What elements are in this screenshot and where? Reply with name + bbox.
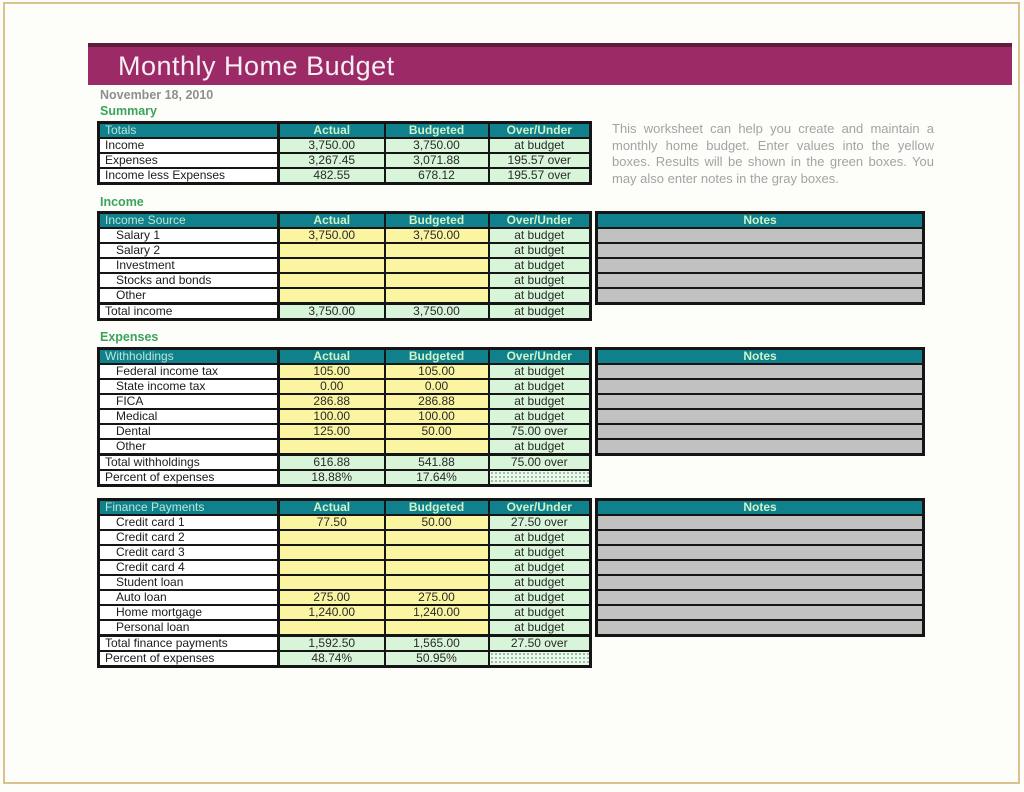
actual-cell: 1,592.50 — [279, 636, 385, 652]
date-label: November 18, 2010 — [100, 88, 214, 102]
notes-cell[interactable] — [597, 364, 924, 379]
table-row — [597, 394, 924, 409]
over-under-cell: at budget — [489, 288, 591, 304]
section-label-expenses: Expenses — [100, 330, 159, 344]
over-under-cell: at budget — [489, 243, 591, 258]
row-label-cell: Home mortgage — [99, 605, 279, 620]
table-row — [99, 651, 591, 667]
notes-cell[interactable] — [597, 424, 924, 439]
actual-cell[interactable] — [279, 575, 385, 590]
row-label-cell: Other — [99, 288, 279, 304]
table-row — [99, 439, 591, 455]
table-row — [99, 273, 591, 288]
over-under-cell: at budget — [489, 228, 591, 243]
title-bar — [88, 43, 1012, 85]
actual-cell[interactable] — [279, 288, 385, 304]
over-under-cell: 27.50 over — [489, 515, 591, 530]
actual-cell[interactable] — [279, 560, 385, 575]
over-under-cell: 75.00 over — [489, 424, 591, 439]
over-under-cell: at budget — [489, 560, 591, 575]
table-corner-header: Income Source — [99, 213, 279, 229]
over-under-column-header: Over/Under — [489, 123, 591, 139]
actual-cell[interactable] — [279, 530, 385, 545]
actual-cell: 18.88% — [279, 470, 385, 486]
notes-column-header: Notes — [597, 213, 924, 229]
budgeted-column-header: Budgeted — [385, 213, 489, 229]
row-label-cell: Medical — [99, 409, 279, 424]
table-row — [99, 605, 591, 620]
actual-cell[interactable]: 1,240.00 — [279, 605, 385, 620]
table-row — [99, 424, 591, 439]
notes-cell[interactable] — [597, 228, 924, 243]
finance-payments-table-notes — [595, 498, 925, 637]
actual-cell[interactable] — [279, 273, 385, 288]
table-row — [99, 470, 591, 486]
row-label-cell: Investment — [99, 258, 279, 273]
withholdings-table — [97, 347, 592, 487]
row-label-cell: Credit card 3 — [99, 545, 279, 560]
over-under-cell: at budget — [489, 605, 591, 620]
row-label-cell: Salary 1 — [99, 228, 279, 243]
budgeted-cell[interactable]: 100.00 — [385, 409, 489, 424]
table-row — [597, 560, 924, 575]
budgeted-cell[interactable] — [385, 560, 489, 575]
row-label-cell: Expenses — [99, 153, 279, 168]
notes-cell[interactable] — [597, 605, 924, 620]
table-row — [99, 138, 591, 153]
row-label-cell: Income — [99, 138, 279, 153]
actual-cell[interactable] — [279, 545, 385, 560]
over-under-cell: 75.00 over — [489, 455, 591, 471]
budgeted-cell[interactable]: 286.88 — [385, 394, 489, 409]
budgeted-cell[interactable]: 0.00 — [385, 379, 489, 394]
table-corner-header: Withholdings — [99, 349, 279, 365]
actual-cell[interactable] — [279, 258, 385, 273]
over-under-cell: at budget — [489, 364, 591, 379]
header-row — [99, 500, 591, 516]
actual-column-header: Actual — [279, 213, 385, 229]
table-row — [99, 530, 591, 545]
actual-column-header: Actual — [279, 349, 385, 365]
budgeted-cell[interactable] — [385, 243, 489, 258]
table-row — [99, 545, 591, 560]
table-row — [99, 168, 591, 184]
summary-table — [97, 121, 592, 185]
notes-cell[interactable] — [597, 379, 924, 394]
budgeted-cell: 541.88 — [385, 455, 489, 471]
row-label-cell: Total withholdings — [99, 455, 279, 471]
header-row — [597, 213, 924, 229]
table-row — [597, 379, 924, 394]
actual-cell: 482.55 — [279, 168, 385, 184]
over-under-cell: at budget — [489, 409, 591, 424]
row-label-cell: Federal income tax — [99, 364, 279, 379]
budgeted-column-header: Budgeted — [385, 123, 489, 139]
actual-cell[interactable]: 3,750.00 — [279, 228, 385, 243]
actual-cell[interactable] — [279, 439, 385, 455]
actual-cell: 48.74% — [279, 651, 385, 667]
table-row — [99, 364, 591, 379]
row-label-cell: Total income — [99, 304, 279, 320]
worksheet-description: This worksheet can help you create and maintain a monthly home budget. Enter values into the yellow boxes. Results will be shown in the green boxes. You may also enter notes in the gray boxes. — [612, 121, 934, 186]
actual-cell: 616.88 — [279, 455, 385, 471]
over-under-cell: 195.57 over — [489, 153, 591, 168]
actual-cell[interactable]: 100.00 — [279, 409, 385, 424]
page-title: Monthly Home Budget — [118, 50, 395, 81]
table-row — [597, 364, 924, 379]
income-table — [97, 211, 592, 321]
table-row — [597, 243, 924, 258]
budgeted-cell: 3,750.00 — [385, 304, 489, 320]
budgeted-cell[interactable]: 1,240.00 — [385, 605, 489, 620]
notes-cell[interactable] — [597, 243, 924, 258]
table-row — [597, 424, 924, 439]
budgeted-cell[interactable] — [385, 620, 489, 636]
actual-cell: 3,750.00 — [279, 304, 385, 320]
table-row — [99, 515, 591, 530]
budgeted-cell[interactable]: 50.00 — [385, 424, 489, 439]
finance-payments-section — [97, 498, 925, 668]
budgeted-cell[interactable]: 275.00 — [385, 590, 489, 605]
row-label-cell: Auto loan — [99, 590, 279, 605]
actual-column-header: Actual — [279, 500, 385, 516]
table-row — [99, 258, 591, 273]
row-label-cell: Income less Expenses — [99, 168, 279, 184]
budgeted-cell[interactable] — [385, 439, 489, 455]
table-row — [99, 636, 591, 652]
table-row — [597, 439, 924, 455]
budgeted-cell[interactable]: 3,750.00 — [385, 228, 489, 243]
over-under-cell: at budget — [489, 394, 591, 409]
actual-cell[interactable]: 286.88 — [279, 394, 385, 409]
table-row — [99, 409, 591, 424]
over-under-cell: at budget — [489, 575, 591, 590]
row-label-cell: Percent of expenses — [99, 651, 279, 667]
budgeted-cell: 678.12 — [385, 168, 489, 184]
section-label-income: Income — [100, 195, 144, 209]
table-row — [597, 258, 924, 273]
budgeted-cell[interactable] — [385, 288, 489, 304]
row-label-cell: Salary 2 — [99, 243, 279, 258]
finance-payments-table — [97, 498, 592, 668]
row-label-cell: Other — [99, 439, 279, 455]
actual-cell: 3,267.45 — [279, 153, 385, 168]
row-label-cell: State income tax — [99, 379, 279, 394]
over-under-cell — [489, 651, 591, 667]
budgeted-cell: 1,565.00 — [385, 636, 489, 652]
over-under-cell: at budget — [489, 304, 591, 320]
header-row — [597, 349, 924, 365]
over-under-cell: at budget — [489, 138, 591, 153]
table-row — [99, 575, 591, 590]
over-under-cell: 27.50 over — [489, 636, 591, 652]
notes-cell[interactable] — [597, 515, 924, 530]
actual-cell[interactable]: 275.00 — [279, 590, 385, 605]
over-under-cell: at budget — [489, 530, 591, 545]
budgeted-cell: 3,750.00 — [385, 138, 489, 153]
row-label-cell: Total finance payments — [99, 636, 279, 652]
table-row — [597, 575, 924, 590]
over-under-cell: at budget — [489, 439, 591, 455]
income-table-notes — [595, 211, 925, 305]
row-label-cell: Dental — [99, 424, 279, 439]
over-under-column-header: Over/Under — [489, 349, 591, 365]
actual-cell[interactable] — [279, 243, 385, 258]
header-row — [99, 123, 591, 139]
notes-cell[interactable] — [597, 575, 924, 590]
over-under-cell: at budget — [489, 590, 591, 605]
table-row — [99, 394, 591, 409]
table-row — [99, 379, 591, 394]
table-row — [597, 228, 924, 243]
over-under-cell: at budget — [489, 379, 591, 394]
row-label-cell: FICA — [99, 394, 279, 409]
table-row — [99, 455, 591, 471]
table-row — [597, 605, 924, 620]
notes-cell[interactable] — [597, 439, 924, 455]
row-label-cell: Credit card 4 — [99, 560, 279, 575]
withholdings-table-notes — [595, 347, 925, 456]
summary-section — [97, 121, 592, 185]
table-row — [597, 620, 924, 636]
header-row — [99, 213, 591, 229]
budgeted-cell[interactable] — [385, 273, 489, 288]
actual-cell[interactable] — [279, 620, 385, 636]
over-under-column-header: Over/Under — [489, 213, 591, 229]
row-label-cell: Percent of expenses — [99, 470, 279, 486]
row-label-cell: Student loan — [99, 575, 279, 590]
table-row — [597, 273, 924, 288]
budgeted-cell[interactable] — [385, 258, 489, 273]
notes-cell[interactable] — [597, 545, 924, 560]
budgeted-column-header: Budgeted — [385, 500, 489, 516]
table-row — [99, 228, 591, 243]
table-row — [99, 288, 591, 304]
header-row — [597, 500, 924, 516]
notes-cell[interactable] — [597, 288, 924, 304]
notes-cell[interactable] — [597, 258, 924, 273]
over-under-cell: at budget — [489, 273, 591, 288]
table-row — [99, 560, 591, 575]
actual-cell[interactable]: 0.00 — [279, 379, 385, 394]
budgeted-cell[interactable] — [385, 545, 489, 560]
row-label-cell: Credit card 2 — [99, 530, 279, 545]
table-row — [597, 515, 924, 530]
table-row — [597, 288, 924, 304]
notes-cell[interactable] — [597, 560, 924, 575]
table-row — [99, 590, 591, 605]
income-section — [97, 211, 925, 321]
budgeted-cell[interactable]: 50.00 — [385, 515, 489, 530]
table-row — [99, 304, 591, 320]
header-row — [99, 349, 591, 365]
over-under-cell: at budget — [489, 545, 591, 560]
budgeted-column-header: Budgeted — [385, 349, 489, 365]
budgeted-cell[interactable]: 105.00 — [385, 364, 489, 379]
over-under-cell: at budget — [489, 620, 591, 636]
table-row — [597, 590, 924, 605]
notes-cell[interactable] — [597, 394, 924, 409]
actual-column-header: Actual — [279, 123, 385, 139]
over-under-cell — [489, 470, 591, 486]
table-row — [99, 243, 591, 258]
over-under-column-header: Over/Under — [489, 500, 591, 516]
notes-cell[interactable] — [597, 530, 924, 545]
notes-column-header: Notes — [597, 500, 924, 516]
budgeted-cell: 3,071.88 — [385, 153, 489, 168]
row-label-cell: Personal loan — [99, 620, 279, 636]
row-label-cell: Credit card 1 — [99, 515, 279, 530]
actual-cell[interactable]: 105.00 — [279, 364, 385, 379]
notes-cell[interactable] — [597, 620, 924, 636]
budgeted-cell: 50.95% — [385, 651, 489, 667]
withholdings-section — [97, 347, 925, 487]
over-under-cell: 195.57 over — [489, 168, 591, 184]
table-corner-header: Totals — [99, 123, 279, 139]
table-row — [597, 545, 924, 560]
table-row — [99, 153, 591, 168]
table-corner-header: Finance Payments — [99, 500, 279, 516]
notes-cell[interactable] — [597, 590, 924, 605]
section-label-summary: Summary — [100, 104, 157, 118]
actual-cell: 3,750.00 — [279, 138, 385, 153]
budgeted-cell[interactable] — [385, 575, 489, 590]
table-row — [597, 409, 924, 424]
over-under-cell: at budget — [489, 258, 591, 273]
budgeted-cell: 17.64% — [385, 470, 489, 486]
budgeted-cell[interactable] — [385, 530, 489, 545]
notes-column-header: Notes — [597, 349, 924, 365]
actual-cell[interactable]: 77.50 — [279, 515, 385, 530]
row-label-cell: Stocks and bonds — [99, 273, 279, 288]
notes-cell[interactable] — [597, 409, 924, 424]
actual-cell[interactable]: 125.00 — [279, 424, 385, 439]
notes-cell[interactable] — [597, 273, 924, 288]
table-row — [99, 620, 591, 636]
table-row — [597, 530, 924, 545]
